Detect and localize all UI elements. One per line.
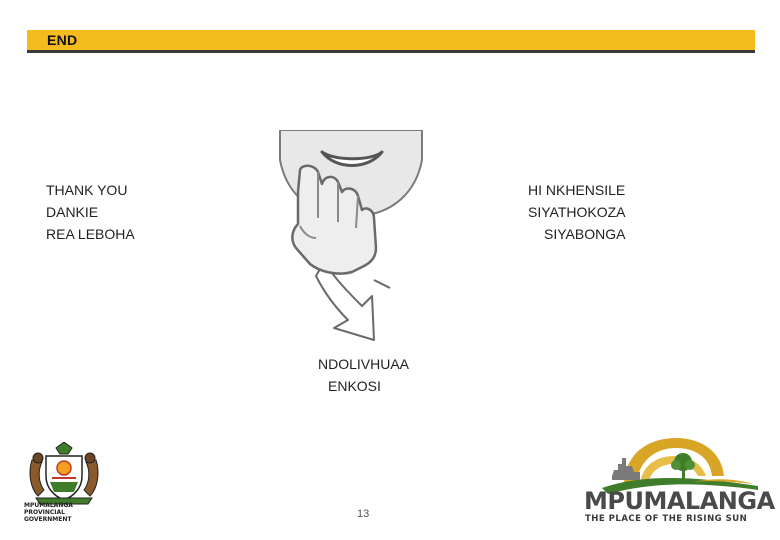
caption-line: MPUMALANGA xyxy=(24,502,73,509)
brand-tagline: THE PLACE OF THE RISING SUN xyxy=(585,514,748,524)
phrase-line: ENKOSI xyxy=(328,378,381,394)
slide-title: END xyxy=(47,32,78,48)
phrase-line: REA LEBOHA xyxy=(46,226,135,242)
caption-line: PROVINCIAL xyxy=(24,509,65,516)
phrase-line: NDOLIVHUAA xyxy=(318,356,410,372)
phrase-line: THANK YOU xyxy=(46,182,128,198)
brand-name: MPUMALANGA xyxy=(584,487,775,515)
phrase-line: SIYABONGA xyxy=(544,226,626,242)
phrase-line: DANKIE xyxy=(46,204,99,220)
header-bar xyxy=(27,30,755,50)
thank-you-bottom-block xyxy=(318,353,409,397)
caption-line: GOVERNMENT xyxy=(24,516,72,523)
phrase-line: SIYATHOKOZA xyxy=(528,204,626,220)
page-number: 13 xyxy=(357,508,370,520)
thank-you-sign-icon xyxy=(276,130,426,350)
thank-you-left-block xyxy=(46,179,135,245)
phrase-line: HI NKHENSILE xyxy=(528,182,626,198)
coat-of-arms-caption xyxy=(24,502,104,523)
thank-you-right-block xyxy=(528,179,626,245)
header-rule xyxy=(27,50,755,53)
